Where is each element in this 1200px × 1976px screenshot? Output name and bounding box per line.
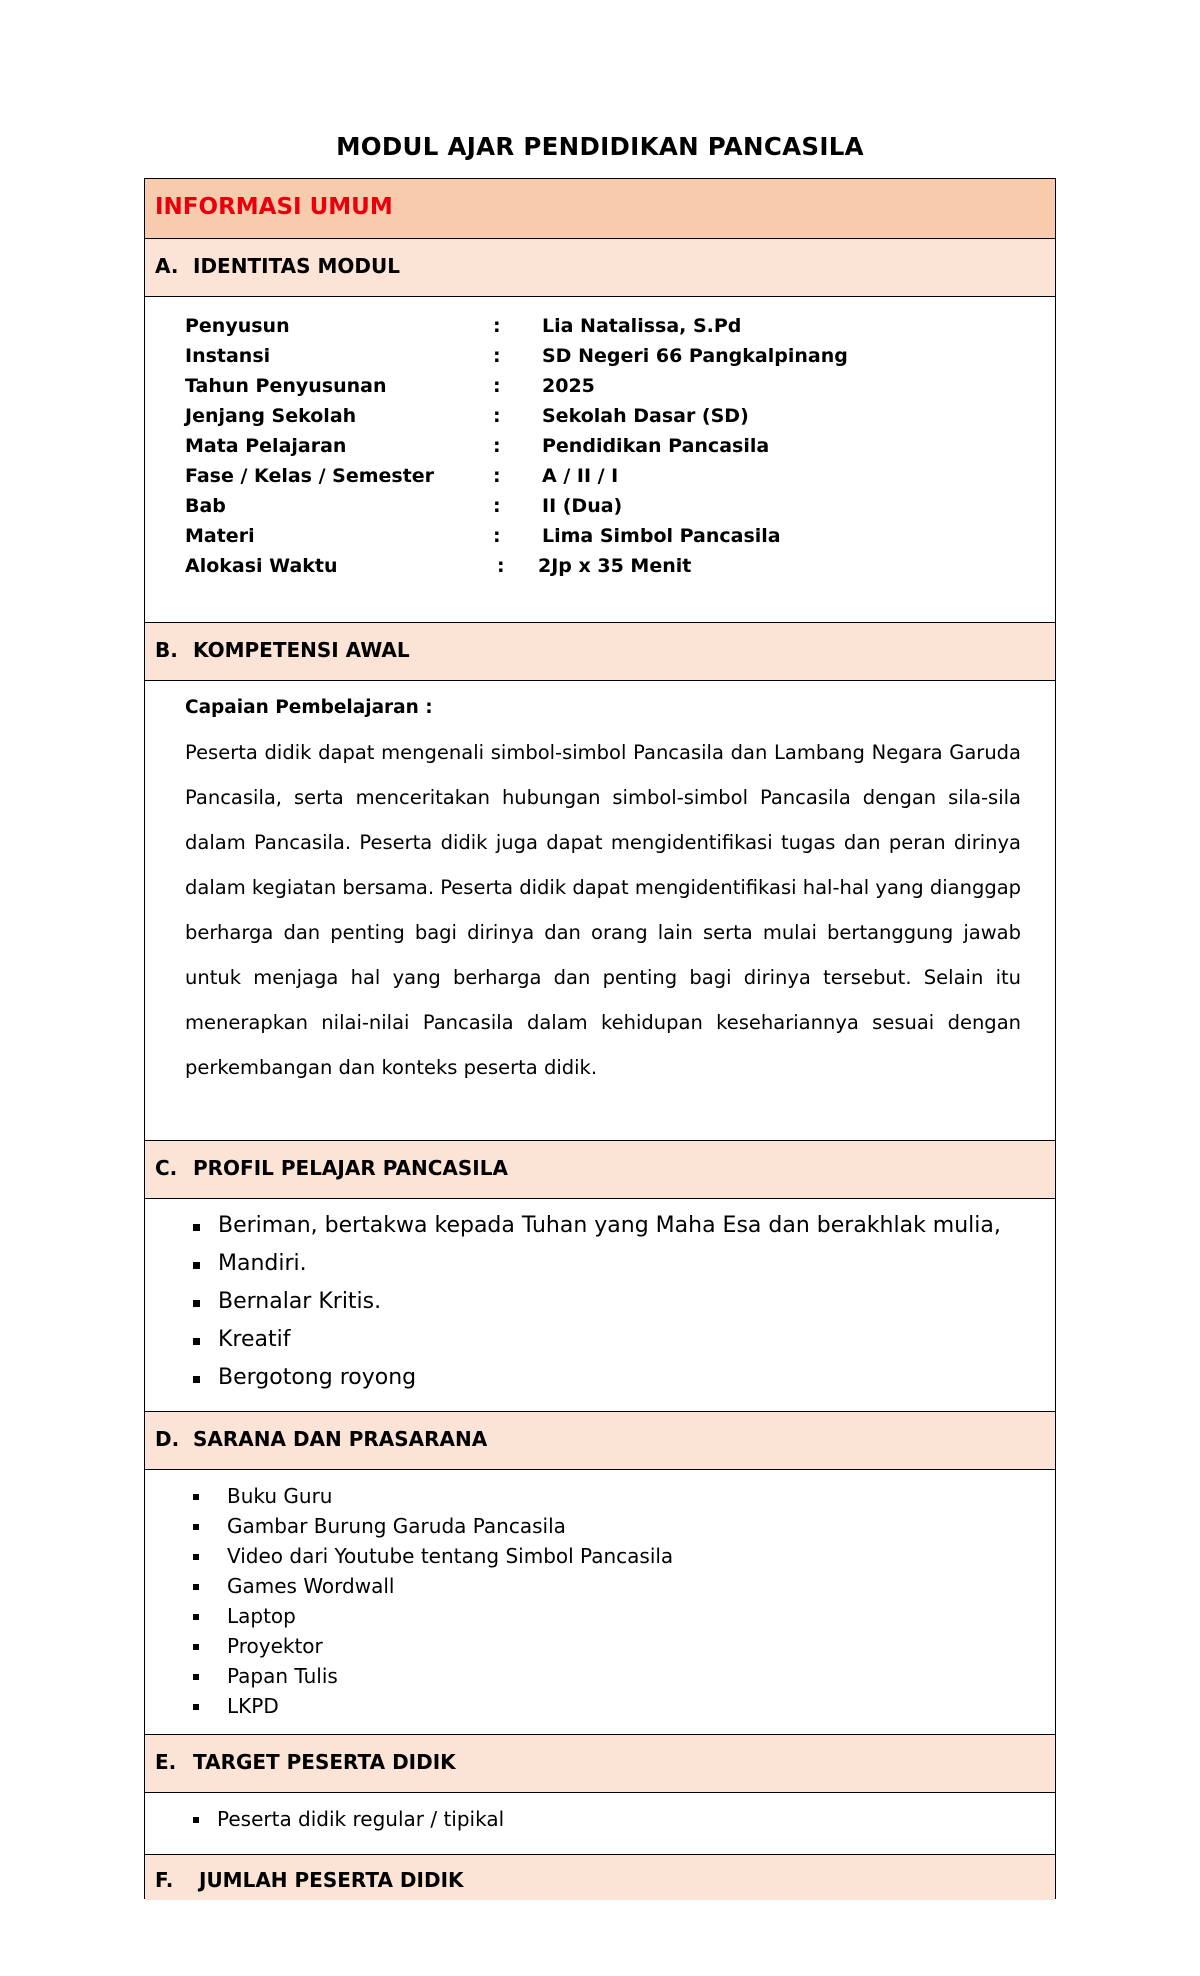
bullet-square-icon — [193, 1494, 199, 1500]
section-e-letter: E. — [155, 1750, 177, 1774]
bullet-square-icon — [193, 1262, 200, 1269]
section-a-letter: A. — [155, 254, 179, 278]
identitas-colon: : — [493, 525, 501, 547]
capaian-text-line: berharga dan penting bagi dirinya dan orang lain serta mulai bertanggung jawab — [185, 921, 1021, 944]
list-item-text: Proyektor — [227, 1634, 323, 1658]
informasi-umum-header — [145, 179, 1055, 239]
identitas-label: Alokasi Waktu — [185, 555, 338, 577]
section-b-letter: B. — [155, 638, 178, 662]
bullet-square-icon — [193, 1674, 199, 1680]
identitas-label: Fase / Kelas / Semester — [185, 465, 435, 487]
list-item-text: Beriman, bertakwa kepada Tuhan yang Maha Esa dan berakhlak mulia, — [218, 1213, 1001, 1238]
identitas-label: Instansi — [185, 345, 271, 367]
bullet-square-icon — [193, 1554, 199, 1560]
identitas-value: II (Dua) — [542, 495, 623, 517]
list-item-text: LKPD — [227, 1694, 279, 1718]
identitas-value: 2025 — [542, 375, 595, 397]
bullet-square-icon — [193, 1224, 200, 1231]
bullet-square-icon — [193, 1338, 200, 1345]
bullet-square-icon — [193, 1614, 199, 1620]
identitas-value: Pendidikan Pancasila — [542, 435, 770, 457]
section-e-heading: TARGET PESERTA DIDIK — [193, 1750, 456, 1774]
identitas-value: Sekolah Dasar (SD) — [542, 405, 749, 427]
list-item-text: Laptop — [227, 1604, 296, 1628]
identitas-value: A / II / I — [542, 465, 619, 487]
list-item-text: Gambar Burung Garuda Pancasila — [227, 1514, 566, 1538]
capaian-text-line: perkembangan dan konteks peserta didik. — [185, 1056, 598, 1079]
identitas-label: Materi — [185, 525, 255, 547]
capaian-text-line: Peserta didik dapat mengenali simbol-simbol Pancasila dan Lambang Negara Garuda — [185, 741, 1021, 764]
bullet-square-icon — [193, 1300, 200, 1307]
section-d-letter: D. — [155, 1427, 180, 1451]
identitas-label: Mata Pelajaran — [185, 435, 347, 457]
informasi-umum-title: INFORMASI UMUM — [155, 194, 393, 220]
section-b-heading: KOMPETENSI AWAL — [193, 638, 410, 662]
section-c-heading: PROFIL PELAJAR PANCASILA — [193, 1156, 508, 1180]
identitas-value: SD Negeri 66 Pangkalpinang — [542, 345, 848, 367]
identitas-value: Lia Natalissa, S.Pd — [542, 315, 742, 337]
section-d-header — [145, 1411, 1055, 1470]
section-a-header — [145, 238, 1055, 297]
identitas-colon: : — [493, 345, 501, 367]
capaian-text-line: untuk menjaga hal yang berharga dan penting bagi dirinya tersebut. Selain itu — [185, 966, 1021, 989]
section-d-heading: SARANA DAN PRASARANA — [193, 1427, 488, 1451]
identitas-colon: : — [493, 315, 501, 337]
identitas-colon: : — [493, 495, 501, 517]
identitas-colon: : — [493, 375, 501, 397]
list-item-text: Video dari Youtube tentang Simbol Pancasila — [227, 1544, 674, 1568]
section-c-header — [145, 1140, 1055, 1199]
bullet-square-icon — [193, 1704, 199, 1710]
list-item-text: Buku Guru — [227, 1484, 333, 1508]
identitas-colon: : — [493, 435, 501, 457]
identitas-value: 2Jp x 35 Menit — [538, 555, 692, 577]
capaian-label: Capaian Pembelajaran : — [185, 697, 433, 718]
list-item-text: Peserta didik regular / tipikal — [217, 1807, 505, 1831]
section-a-heading: IDENTITAS MODUL — [193, 254, 400, 278]
section-f-heading: JUMLAH PESERTA DIDIK — [199, 1868, 464, 1892]
section-f-header — [145, 1854, 1055, 1900]
module-table — [144, 178, 1056, 1899]
bullet-square-icon — [193, 1584, 199, 1590]
capaian-text-line: Pancasila, serta menceritakan hubungan simbol-simbol Pancasila dengan sila-sila — [185, 786, 1021, 809]
document-title: MODUL AJAR PENDIDIKAN PANCASILA — [336, 132, 864, 161]
identitas-colon: : — [497, 555, 505, 577]
identitas-label: Penyusun — [185, 315, 290, 337]
section-b-header — [145, 622, 1055, 681]
identitas-colon: : — [493, 405, 501, 427]
section-c-letter: C. — [155, 1156, 178, 1180]
list-item-text: Games Wordwall — [227, 1574, 395, 1598]
identitas-label: Jenjang Sekolah — [185, 405, 357, 427]
list-item-text: Kreatif — [218, 1327, 291, 1352]
bullet-square-icon — [193, 1644, 199, 1650]
section-e-header — [145, 1734, 1055, 1793]
bullet-square-icon — [193, 1817, 199, 1823]
section-f-letter: F. — [155, 1868, 174, 1892]
bullet-square-icon — [193, 1524, 199, 1530]
identitas-label: Tahun Penyusunan — [185, 375, 387, 397]
capaian-text-line: dalam kegiatan bersama. Peserta didik dapat mengidentifikasi hal-hal yang dianggap — [185, 876, 1022, 899]
list-item-text: Bergotong royong — [218, 1365, 417, 1390]
capaian-text-line: menerapkan nilai-nilai Pancasila dalam kehidupan kesehariannya sesuai dengan — [185, 1011, 1021, 1034]
list-item-text: Papan Tulis — [227, 1664, 338, 1688]
capaian-text-line: dalam Pancasila. Peserta didik juga dapat mengidentifikasi tugas dan peran dirinya — [185, 831, 1021, 854]
list-item-text: Bernalar Kritis. — [218, 1289, 382, 1314]
identitas-colon: : — [493, 465, 501, 487]
list-item-text: Mandiri. — [218, 1251, 307, 1276]
bullet-square-icon — [193, 1376, 200, 1383]
identitas-label: Bab — [185, 495, 226, 517]
identitas-value: Lima Simbol Pancasila — [542, 525, 781, 547]
